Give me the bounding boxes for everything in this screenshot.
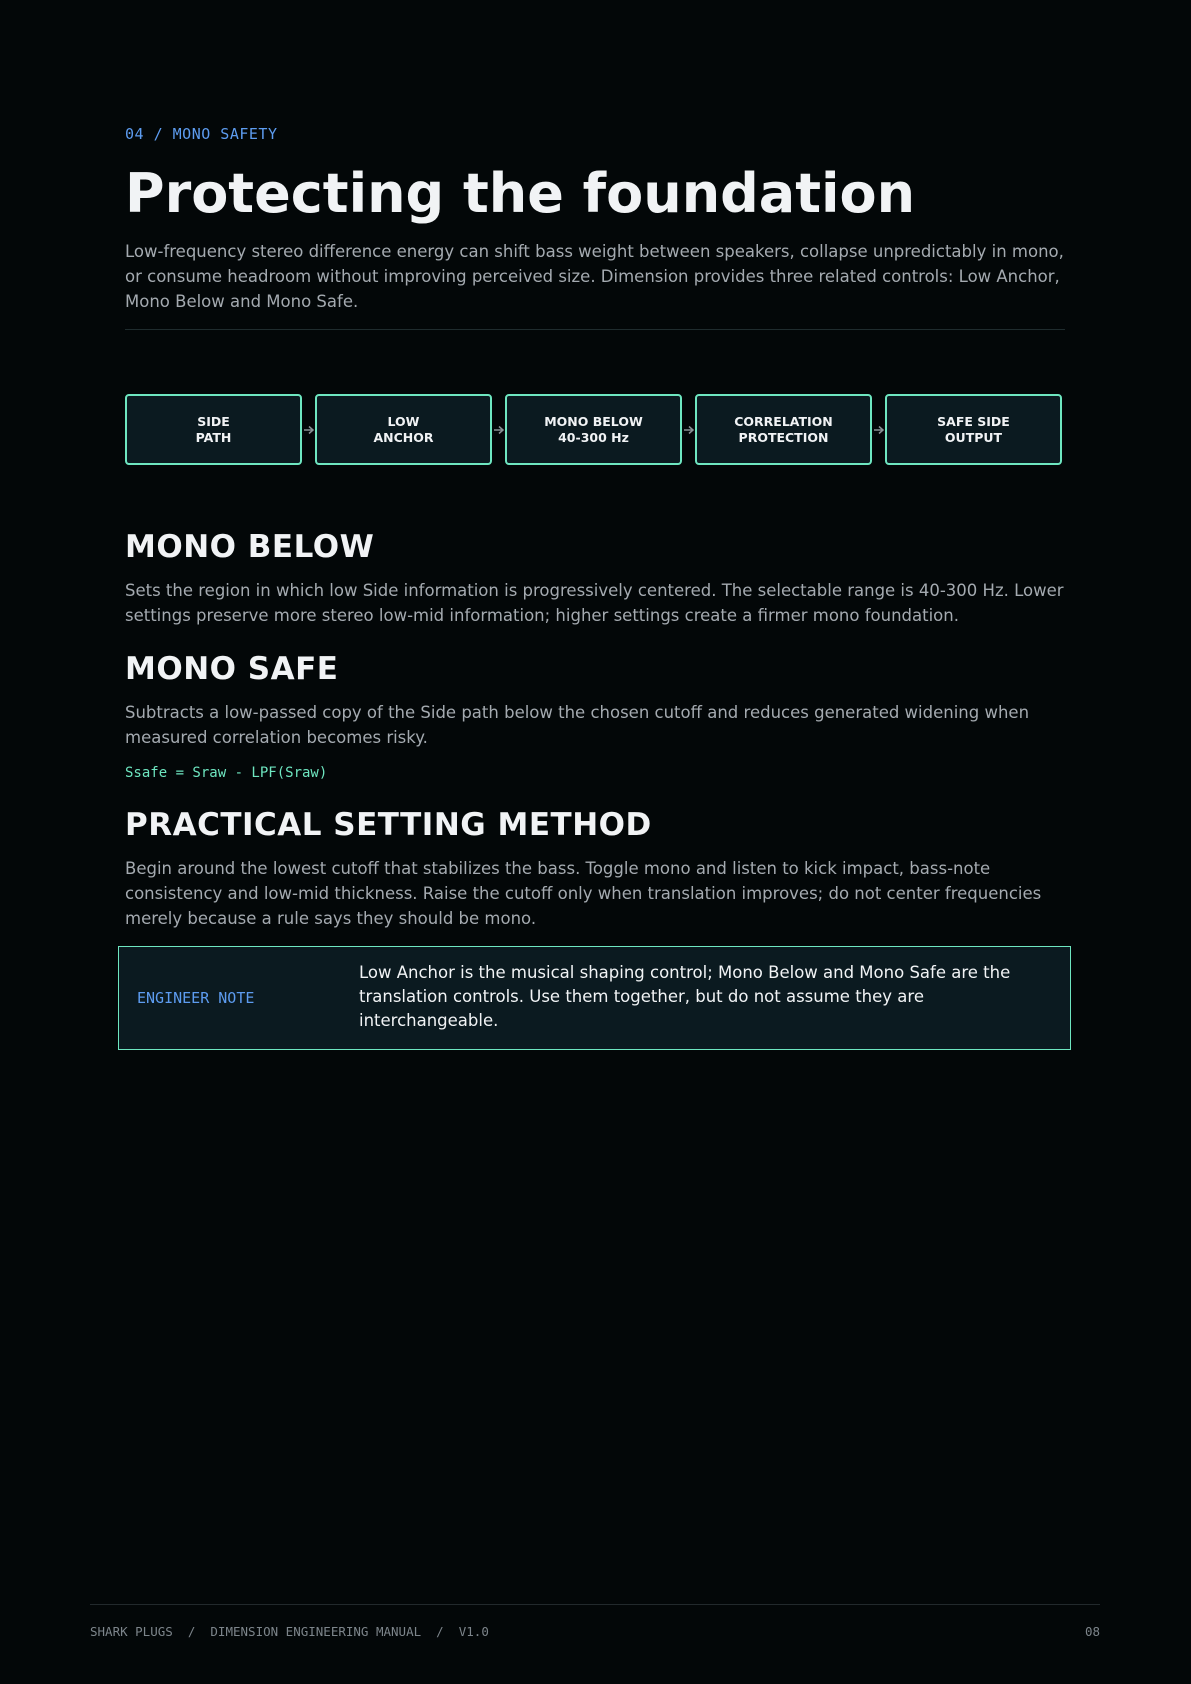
section-eyebrow: 04 / MONO SAFETY xyxy=(125,125,278,143)
flow-step-label: LOW ANCHOR xyxy=(373,413,434,445)
flow-step-correlation-protection xyxy=(695,394,872,465)
flow-step-side-path xyxy=(125,394,302,465)
mono-safe-body: Subtracts a low-passed copy of the Side path below the chosen cutoff and reduces generated widening when measured correlation becomes risky. xyxy=(125,703,1030,747)
flow-step-safe-side-output xyxy=(885,394,1062,465)
footer-divider xyxy=(90,1604,1100,1605)
flow-step-mono-below xyxy=(505,394,682,465)
flow-step-low-anchor xyxy=(315,394,492,465)
footer-page-number: 08 xyxy=(1084,1624,1100,1639)
mono-below-heading: MONO BELOW xyxy=(125,529,375,565)
mono-safe-formula: Ssafe = Sraw - LPF(Sraw) xyxy=(125,765,328,781)
practical-method-body: Begin around the lowest cutoff that stabilizes the bass. Toggle mono and listen to kick impact, bass-note consistency and low-mid thickness. Raise the cutoff only when translation improves; do not center frequencies merely because a rule says they should be mono. xyxy=(125,859,1042,928)
mono-safe-heading: MONO SAFE xyxy=(125,651,339,687)
footer-document-info: SHARK PLUGS / DIMENSION ENGINEERING MANUAL / V1.0 xyxy=(90,1624,489,1639)
header-divider xyxy=(125,329,1065,330)
mono-below-body: Sets the region in which low Side information is progressively centered. The selectable range is 40-300 Hz. Lower settings preserve more stereo low-mid information; higher settings create a firmer mono foundation. xyxy=(125,581,1064,625)
flow-step-label: CORRELATION PROTECTION xyxy=(734,413,833,445)
engineer-note-label: ENGINEER NOTE xyxy=(137,989,255,1007)
engineer-note-text: Low Anchor is the musical shaping control; Mono Below and Mono Safe are the translation controls. Use them together, but do not assume they are interchangeable. xyxy=(359,963,1011,1030)
practical-method-heading: PRACTICAL SETTING METHOD xyxy=(125,807,652,843)
engineer-note-callout xyxy=(118,946,1071,1050)
signal-flow-diagram xyxy=(125,394,1067,468)
flow-step-label: SAFE SIDE OUTPUT xyxy=(937,413,1010,445)
page-title: Protecting the foundation xyxy=(125,162,916,225)
flow-step-label: SIDE PATH xyxy=(195,413,232,445)
intro-paragraph: Low-frequency stereo difference energy can shift bass weight between speakers, collapse unpredictably in mono, or consume headroom without improving perceived size. Dimension provides three related controls: Low Anchor, Mono Below and Mono Safe. xyxy=(125,242,1064,311)
flow-step-label: MONO BELOW 40-300 Hz xyxy=(544,413,643,445)
